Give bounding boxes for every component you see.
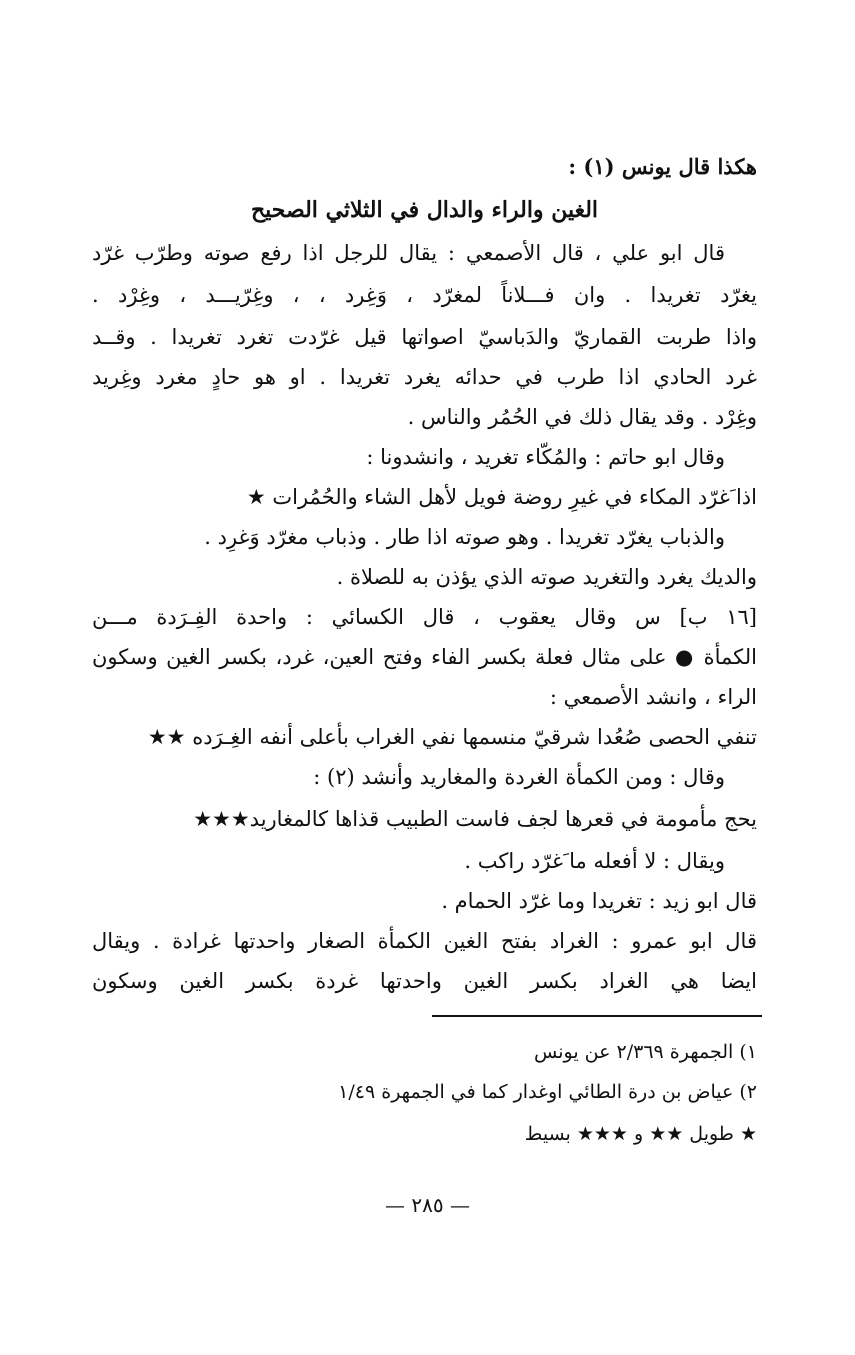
text-line-15: قال ابو عمرو : الغراد بفتح الغين الكمأة الصغار واحدتها غرادة . ويقال	[92, 929, 757, 953]
footnote-2: ٢) عياض بن درة الطائي اوغدار كما في الجمهرة ١/٤٩	[338, 1081, 757, 1103]
text-line-6: وقال ابو حاتم : والمُكّاء تغريد ، وانشدونا :	[366, 445, 725, 469]
footnote-meters: ★ طويل ★★ و ★★★ بسيط	[524, 1123, 757, 1145]
text-line-7: والذباب يغرّد تغريدا . وهو صوته اذا طار . وذباب مغرّد وَغرِد .	[204, 525, 725, 549]
text-line-4: غرد الحادي اذا طرب في حدائه يغرد تغريدا . او هو حادٍ مغرد وغِريد	[92, 365, 757, 389]
text-line-12: وقال : ومن الكمأة الغردة والمغاريد وأنشد (٢) :	[313, 765, 725, 789]
section-title: الغين والراء والدال في الثلاثي الصحيح	[250, 197, 599, 223]
footnote-divider	[432, 1015, 762, 1017]
text-line-2: يغرّد تغريدا . وان فـــلاناً لمغرّد ، وَغِرد ، ، وغِرّيـــد ، وغِرْد .	[92, 283, 757, 307]
text-line-1: قال ابو علي ، قال الأصمعي : يقال للرجل اذا رفع صوته وطرّب غرّد	[92, 241, 725, 265]
verse-line-3: يحج مأمومة في قعرها لجف فاست الطبيب قذاها كالمغاريد★★★	[193, 807, 757, 831]
text-line-13: ويقال : لا أفعله ما َغرّد راكب .	[464, 849, 725, 873]
verse-line-1: اذا َغرّد المكاء في غيرِ روضة فويل لأهل الشاء والحُمُرات ★	[246, 485, 757, 509]
text-line-3: واذا طربت القماريّ والدَباسيّ اصواتها قيل غرّدت تغرد تغريدا . وقــد	[92, 325, 757, 349]
text-line-11: الراء ، وانشد الأصمعي :	[549, 685, 757, 709]
text-line-9: [١٦ ب] س وقال يعقوب ، قال الكسائي : واحدة الفِـرَدة مـــن	[92, 605, 757, 629]
text-line-10: الكمأة ● على مثال فعلة بكسر الفاء وفتح العين، غرد، بكسر الغين وسكون	[92, 645, 757, 669]
text-line-16: ايضا هي الغراد بكسر الغين واحدتها غردة بكسر الغين وسكون	[92, 969, 757, 993]
opening-line: هكذا قال يونس (١) :	[568, 154, 757, 179]
verse-line-2: تنفي الحصى صُعُدا شرقيّ منسمها نفي الغراب بأعلى أنفه الغِـرَده ★★	[147, 725, 757, 749]
footnote-1: ١) الجمهرة ٢/٣٦٩ عن يونس	[534, 1041, 757, 1063]
page-number: — ٢٨٥ —	[385, 1193, 470, 1217]
text-line-5: وغِرْد . وقد يقال ذلك في الحُمُر والناس .	[407, 405, 757, 429]
text-line-14: قال ابو زيد : تغريدا وما غرّد الحمام .	[441, 889, 757, 913]
text-line-8: والديك يغرد والتغريد صوته الذي يؤذن به للصلاة .	[336, 565, 757, 589]
